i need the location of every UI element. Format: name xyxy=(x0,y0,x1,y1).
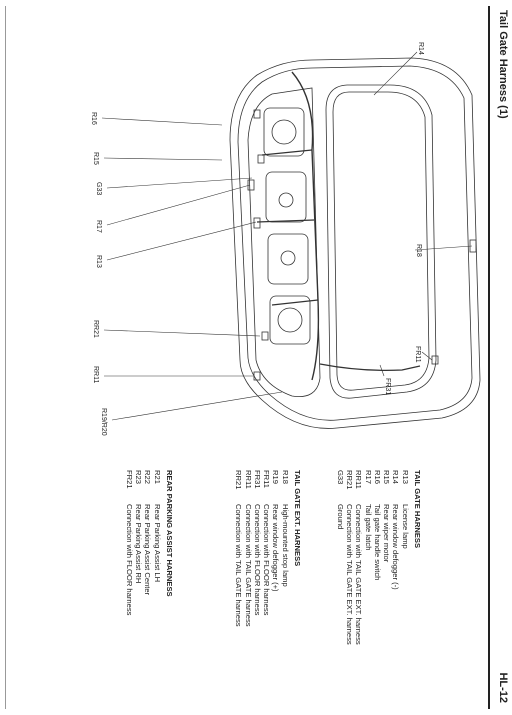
legend-row xyxy=(345,470,354,645)
callout-fr31: FR31 xyxy=(384,378,391,396)
legend-desc: Connection with FLOOR harness xyxy=(252,504,262,616)
connector-rr11 xyxy=(254,372,260,380)
legend-code: G33 xyxy=(335,470,345,485)
legend-desc: Connection with TAIL GATE harness xyxy=(243,504,253,627)
legend-row xyxy=(382,470,391,645)
legend-code: R22 xyxy=(143,470,153,484)
legend-tail-gate-harness xyxy=(335,470,422,645)
legend-desc: Rear wiper motor xyxy=(382,504,392,563)
legend-code: FR31 xyxy=(252,470,262,489)
legend-desc: Connection with TAIL GATE harness xyxy=(234,504,244,627)
callout-r17: R17 xyxy=(95,220,102,233)
callout-r18: R18 xyxy=(415,244,422,257)
legend-desc: Ground xyxy=(335,504,345,530)
legend-row xyxy=(400,470,409,645)
legend-code: RR11 xyxy=(243,470,253,489)
legend-code: R13 xyxy=(400,470,410,484)
handle-hole xyxy=(281,251,295,265)
callout-r14: R14 xyxy=(417,42,424,55)
connector-fr11 xyxy=(432,356,438,364)
leader-r17 xyxy=(107,185,250,225)
legend-desc: High-mounted stop lamp xyxy=(280,504,290,587)
recess-center-right xyxy=(268,234,308,284)
legend-code: RR11 xyxy=(354,470,364,489)
page-code: HL-12 xyxy=(497,672,509,703)
legend-code: R21 xyxy=(152,470,162,484)
legend-code: FR21 xyxy=(124,470,134,489)
legend-row xyxy=(373,470,382,645)
legend-desc: Rear window defogger (+) xyxy=(271,504,281,592)
legend-code: R15 xyxy=(382,470,392,484)
leader-r19r20 xyxy=(112,392,282,420)
leader-r15 xyxy=(104,158,222,160)
callout-g33: G33 xyxy=(95,182,102,196)
callout-r16: R16 xyxy=(90,112,97,125)
legend-desc: Tail gate handle switch xyxy=(372,504,382,581)
harness-route-branch xyxy=(257,150,318,305)
legend-title: TAIL GATE HARNESS xyxy=(413,470,422,549)
legend-row xyxy=(271,470,280,627)
legend-desc: Rear window defogger (-) xyxy=(391,504,401,590)
legend-code: R23 xyxy=(134,470,144,484)
legend-tail-gate-ext-harness xyxy=(234,470,302,627)
legend-desc: License lamp xyxy=(400,504,410,549)
legend-row xyxy=(243,470,252,627)
legend-desc: Rear Parking Assist RH xyxy=(134,504,144,584)
leader-rr21 xyxy=(104,330,260,336)
legend-code: RR21 xyxy=(234,470,244,490)
legend-desc: Tail gate latch xyxy=(363,504,373,551)
legend-rear-parking-assist-harness xyxy=(125,470,174,615)
callout-rr11: RR11 xyxy=(92,366,99,384)
harness-route-side xyxy=(320,364,420,370)
legend-code: R14 xyxy=(391,470,401,484)
recess-center-left xyxy=(266,172,306,222)
leader-r16 xyxy=(102,118,222,125)
callout-fr11: FR11 xyxy=(414,346,421,363)
speaker-left xyxy=(272,120,296,144)
callout-r13: R13 xyxy=(95,255,102,268)
legend-desc: Rear Parking Assist Center xyxy=(143,504,153,596)
legend-row xyxy=(363,470,372,645)
leader-fr11 xyxy=(422,352,432,360)
leader-r18 xyxy=(415,246,472,250)
legend-row xyxy=(234,470,243,627)
legend-row xyxy=(125,470,134,615)
speaker-right xyxy=(278,308,302,332)
connector-r13 xyxy=(254,218,260,228)
connector-r15 xyxy=(258,155,264,163)
connector-rr21 xyxy=(262,332,268,340)
legend-desc: Connection with FLOOR harness xyxy=(124,504,134,616)
legend-code: RR21 xyxy=(344,470,354,490)
callout-r19r20: R19/R20 xyxy=(100,408,107,436)
legend-title: TAIL GATE EXT. HARNESS xyxy=(293,470,302,567)
callout-rr21: RR21 xyxy=(92,320,99,338)
legend-code: R19 xyxy=(271,470,281,484)
legend-row xyxy=(262,470,271,627)
legend-title: REAR PARKING ASSIST HARNESS xyxy=(165,470,174,597)
lock-hole xyxy=(279,193,293,207)
legend-row xyxy=(152,470,161,615)
legend-code: FR11 xyxy=(262,470,272,489)
legend-row xyxy=(134,470,143,615)
legend-row xyxy=(354,470,363,645)
recess-left xyxy=(264,108,304,156)
legend-row xyxy=(391,470,400,645)
legend-desc: Rear Parking Assist LH xyxy=(152,504,162,583)
leader-r13 xyxy=(107,222,256,260)
legend-row xyxy=(280,470,289,627)
page-title: Tail Gate Harness (1) xyxy=(497,10,509,119)
callout-r15: R15 xyxy=(92,152,99,165)
legend-row xyxy=(335,470,344,645)
legend-row xyxy=(143,470,152,615)
harness-route-main xyxy=(292,72,318,380)
legend-desc: Connection with TAIL GATE EXT. harness xyxy=(354,504,364,645)
legend-code: R16 xyxy=(372,470,382,484)
legend-code: R17 xyxy=(363,470,373,484)
legend-desc: Connection with TAIL GATE EXT. harness xyxy=(344,504,354,645)
legend-code: R18 xyxy=(280,470,290,484)
legend-desc: Connection with FLOOR harness xyxy=(262,504,272,616)
lower-panel xyxy=(248,88,320,397)
tailgate-outer-outline xyxy=(230,58,480,428)
legend-row xyxy=(253,470,262,627)
leader-g33 xyxy=(107,178,252,188)
tailgate-inner-outline xyxy=(238,66,472,420)
